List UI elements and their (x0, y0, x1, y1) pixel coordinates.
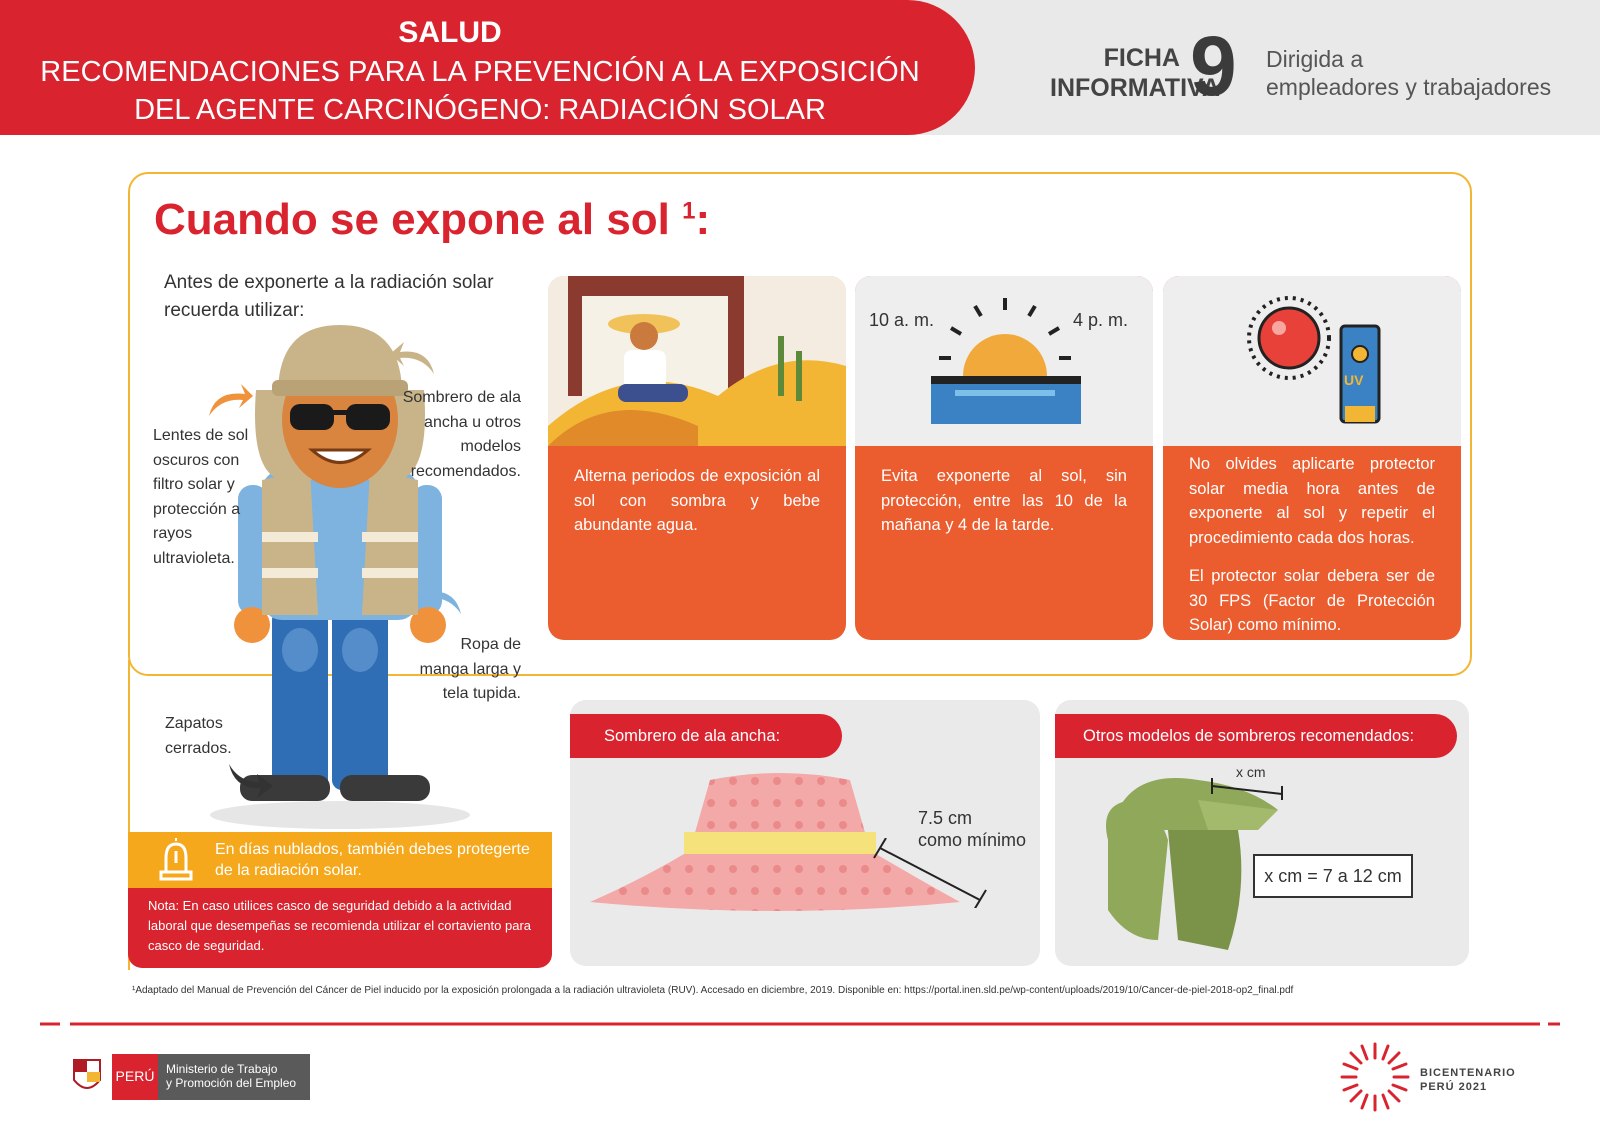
arrow-clothes-icon (415, 580, 465, 620)
time-end-label: 4 p. m. (1073, 310, 1129, 330)
sun-and-sunscreen-icon (1163, 276, 1461, 446)
header-subtitle-line1: RECOMENDACIONES PARA LA PREVENCIÓN A LA EXPOSICIÓN (40, 56, 920, 88)
section-title-text: Cuando se expone al sol (154, 195, 670, 244)
peru-logo-text: PERÚ (115, 1068, 155, 1084)
sunset-icon (855, 276, 1153, 446)
label-hat: Sombrero de ala ancha u otros modelos recomendados. (402, 389, 521, 480)
ministry-line2: y Promoción del Empleo (166, 1076, 297, 1090)
card1-text: Alterna periodos de exposición al sol con sombra y bebe abundante agua. (574, 467, 820, 534)
card-sunscreen (1163, 276, 1461, 640)
intro-line1: Antes de exponerte a la radiación solar (164, 272, 494, 293)
bicentenario-logo-icon (1340, 1042, 1410, 1112)
helmet-note-text: Nota: En caso utilices casco de seguridad debido a la actividad laboral que desempeñas se recomienda utilizar el cortaviento para casco de seguridad. (148, 898, 531, 953)
header-title: SALUD (398, 16, 502, 49)
label-sunglasses: Lentes de sol oscuros con filtro solar y protección a rayos ultravioleta. (153, 427, 249, 567)
brim-width-label: x cm (1236, 764, 1266, 780)
ficha-label-line1: FICHA (1103, 44, 1180, 72)
alarm-light-icon (158, 838, 194, 882)
uv-label: UV (1344, 372, 1364, 388)
brim-measure-note: como mínimo (918, 830, 1027, 850)
bicentenario-line2: PERÚ 2021 (1420, 1081, 1488, 1093)
header-subtitle-line2: DEL AGENTE CARCINÓGENO: RADIACIÓN SOLAR (134, 94, 826, 126)
time-start-label: 10 a. m. (869, 310, 935, 330)
peru-coat-of-arms-icon (70, 1056, 104, 1096)
ministry-line1: Ministerio de Trabajo (166, 1062, 278, 1076)
wide-brim-hat-tag: Sombrero de ala ancha: (570, 714, 842, 758)
other-hats-tag: Otros modelos de sombreros recomendados: (1055, 714, 1457, 758)
ficha-number: 9 (1190, 19, 1237, 113)
arrow-shoes-icon (225, 760, 275, 800)
worker-resting-illustration (548, 276, 846, 446)
bicentenario-line1: BICENTENARIO (1420, 1067, 1516, 1079)
section-title-colon: : (695, 195, 711, 244)
card2-text: Evita exponerte al sol, sin protección, entre las 10 de la mañana y 4 de la tarde. (881, 467, 1127, 534)
arrow-glasses-icon (205, 382, 255, 422)
card-illustration-area (1163, 276, 1461, 446)
footer-divider (40, 1022, 1560, 1026)
card-avoid-hours (855, 276, 1153, 640)
label-shoes: Zapatos cerrados. (165, 715, 232, 757)
card-illustration-area (855, 276, 1153, 446)
ficha-label-line2: INFORMATIVA (1050, 74, 1220, 102)
card-shade-water (548, 276, 846, 640)
label-clothing: Ropa de manga larga y tela tupida. (419, 636, 521, 702)
arrow-hat-icon (388, 340, 438, 380)
audience-line1: Dirigida a (1266, 46, 1364, 72)
brim-measure-value: 7.5 cm (918, 808, 973, 828)
footnote-marker: 1 (682, 197, 696, 225)
cloudy-day-text: En días nublados, también debes protegerte de la radiación solar. (215, 841, 530, 879)
footnote: ¹Adaptado del Manual de Prevención del Cáncer de Piel inducido por la exposición prolongada a la radiación ultravioleta (RUV). Accesado en diciembre, 2019. Disponible en: https://portal.inen.sld.pe/wp-content/uploads/2019/10/Cancer-de-piel-2018-op2_final.pdf (132, 985, 1294, 996)
section-title (154, 195, 710, 245)
brim-width-formula: x cm = 7 a 12 cm (1253, 854, 1413, 898)
card3-text2: El protector solar debera ser de 30 FPS (Factor de Protección Solar) como mínimo. (1189, 567, 1435, 634)
intro-line2: recuerda utilizar: (164, 300, 305, 321)
card-illustration-area (548, 276, 846, 446)
audience-line2: empleadores y trabajadores (1266, 74, 1552, 100)
card3-text: No olvides aplicarte protector solar media hora antes de exponerte al sol y repetir el procedimiento cada dos horas. (1189, 455, 1435, 547)
